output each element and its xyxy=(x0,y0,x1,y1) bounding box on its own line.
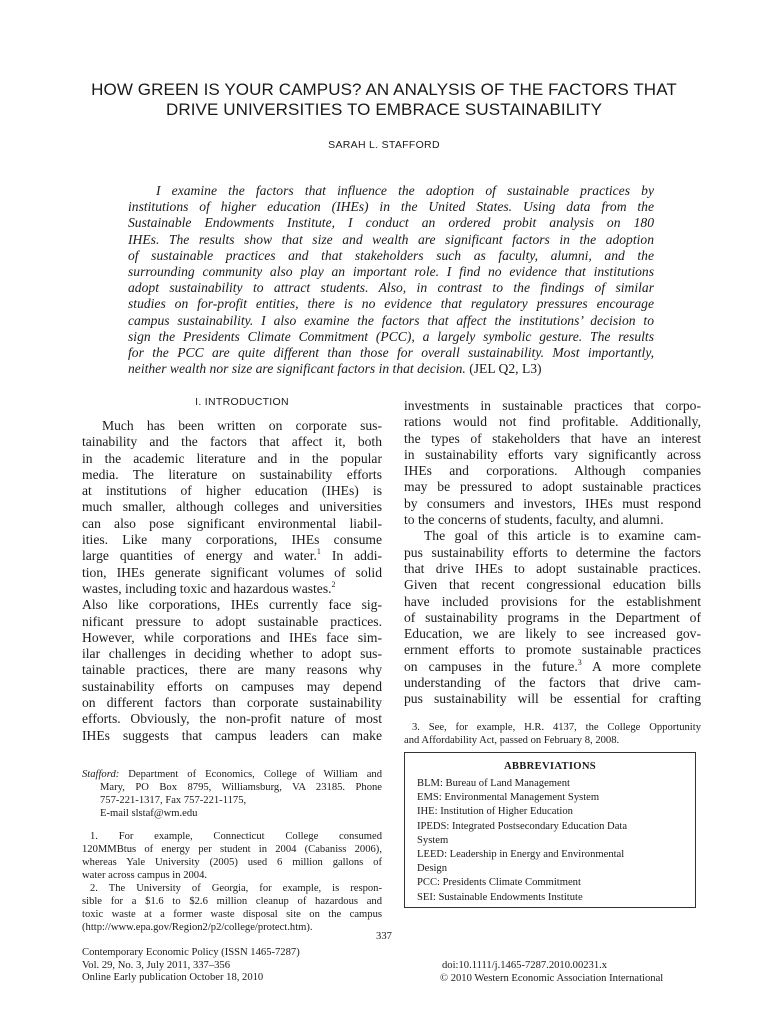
abbreviations-box xyxy=(404,752,696,908)
text-line: ernment efforts to promote sustainable practices xyxy=(404,642,701,658)
text-line: However, while corporations and IHEs face sim- xyxy=(82,629,382,645)
footnote-line: water across campus in 2004. xyxy=(82,869,208,881)
text-line: investments in sustainable practices that corpo- xyxy=(404,398,701,413)
abbreviation-item-continued: Design xyxy=(417,863,448,875)
affiliation-line: Mary, PO Box 8795, Williamsburg, VA 23185. Phone xyxy=(100,781,382,793)
journal-line: Contemporary Economic Policy (ISSN 1465-7287) xyxy=(82,947,300,958)
text-line-with-footnote xyxy=(404,659,701,675)
intro-paragraph-continued xyxy=(404,398,701,708)
abstract-line: campus sustainability. I also examine the factors that affect the institutions’ decision to xyxy=(128,312,654,328)
text-line: that drive IHEs to adopt sustainable practices. xyxy=(404,560,701,576)
text-line: rations would not find profitable. Additionally, xyxy=(404,414,701,430)
text-line: IHEs and corporations. Although companies xyxy=(404,463,701,479)
footnote-line: 2. The University of Georgia, for example, is respon- xyxy=(90,882,382,894)
title-line: DRIVE UNIVERSITIES TO EMBRACE SUSTAINABILITY xyxy=(165,100,603,119)
text-line: Also like corporations, IHEs currently face sig- xyxy=(82,597,382,613)
abbreviation-item: SEI: Sustainable Endowments Institute xyxy=(417,891,583,903)
text-line-with-footnote xyxy=(82,581,382,597)
text-segment: wastes, including toxic and hazardous wastes. xyxy=(82,580,332,596)
abstract-line: for the PCC are quite different than those for overall sustainability. Most importantly, xyxy=(128,345,654,361)
abbreviation-item-continued: System xyxy=(417,834,449,846)
text-line: tion, IHEs generate significant volumes of solid xyxy=(82,564,382,580)
left-column xyxy=(82,396,382,934)
abbreviation-item: BLM: Bureau of Land Management xyxy=(417,778,570,789)
text-line: ities. Like many corporations, IHEs consume xyxy=(82,532,382,548)
intro-paragraph-1 xyxy=(82,418,382,744)
abstract-line: institutions of higher education (IHEs) in the United States. Using data from the xyxy=(128,199,654,215)
footnote-line: toxic waste at a former waste disposal site on the campus xyxy=(82,908,382,920)
text-line: Much has been written on corporate sus- xyxy=(102,418,382,433)
abstract-line: IHEs. The results show that size and wealth are significant factors in the adoption xyxy=(128,231,654,247)
text-line: in the academic literature and in the popular xyxy=(82,450,382,466)
abbreviation-item: PCC: Presidents Climate Commitment xyxy=(417,877,581,889)
text-line: much smaller, although colleges and universities xyxy=(82,499,382,515)
abbreviation-item: LEED: Leadership in Energy and Environmental xyxy=(417,849,625,861)
jel-codes: (JEL Q2, L3) xyxy=(465,361,542,377)
text-line: sustainability efforts on campuses may depend xyxy=(82,678,382,694)
text-line: media. The literature on sustainability efforts xyxy=(82,466,382,482)
article-title xyxy=(60,80,708,120)
text-segment: large quantities of energy and water. xyxy=(82,548,317,564)
footnote-marker[interactable]: 3 xyxy=(577,657,582,667)
text-line: at institutions of higher education (IHEs) is xyxy=(82,483,382,499)
footnote-line: sible for a $1.6 to $2.6 million cleanup of hazardous and xyxy=(82,895,382,907)
abbreviations-heading: ABBREVIATIONS xyxy=(503,761,596,772)
text-line: have included provisions for the establishment xyxy=(404,593,701,609)
abstract-line: I examine the factors that influence the adoption of sustainable practices by xyxy=(156,183,654,198)
footnote-marker[interactable]: 2 xyxy=(331,579,336,589)
abstract xyxy=(128,183,654,377)
title-line: HOW GREEN IS YOUR CAMPUS? AN ANALYSIS OF THE FACTORS THAT xyxy=(91,80,677,99)
doi-link[interactable]: doi:10.1111/j.1465-7287.2010.00231.x xyxy=(442,960,608,971)
text-line: tainability and the factors that affect it, both xyxy=(82,434,382,450)
author-name: SARAH L. STAFFORD xyxy=(328,139,440,151)
text-line: ilar challenges in deciding whether to adopt sus- xyxy=(82,646,382,662)
text-line: in sustainability efforts vary significantly across xyxy=(404,446,701,462)
footnote-line: 120MMBtus of energy per student in 2004 (Cabaniss 2006), xyxy=(82,843,382,855)
text-line: The goal of this article is to examine cam- xyxy=(424,528,701,544)
journal-line: Online Early publication October 18, 2010 xyxy=(82,972,264,984)
abstract-line: Sustainable Endowments Institute, I conduct an ordered probit analysis on 180 xyxy=(128,215,654,231)
text-line: on different factors than corporate sustainability xyxy=(82,695,382,711)
abstract-line: neither wealth nor size are significant factors in that decision. xyxy=(128,361,466,377)
text-line: IHEs suggests that campus leaders can make xyxy=(82,727,382,743)
journal-line: Vol. 29, No. 3, July 2011, 337–356 xyxy=(82,959,231,971)
text-line: tainable practices, there are many reasons why xyxy=(82,662,382,678)
affiliation-note xyxy=(82,768,382,820)
footnote-line: (http://www.epa.gov/Region2/p2/college/protect.htm). xyxy=(82,921,313,933)
abbreviation-item: IHE: Institution of Higher Education xyxy=(417,806,573,818)
text-line-with-footnote xyxy=(82,548,382,564)
text-line: may be pressured to adopt sustainable practices xyxy=(404,479,701,495)
footnote-line: 1. For example, Connecticut College consumed xyxy=(90,830,382,842)
text-line: can also pose significant environmental liabil- xyxy=(82,515,382,531)
text-line: understanding of the factors that drive cam- xyxy=(404,675,701,691)
text-line: pus sustainability efforts to determine the factors xyxy=(404,544,701,560)
affiliation-line: 757-221-1317, Fax 757-221-1175, xyxy=(100,794,247,806)
text-line: pus sustainability will be essential for crafting xyxy=(404,691,701,707)
doi-info xyxy=(440,960,663,985)
footnote-line: and Affordability Act, passed on February 8, 2008. xyxy=(404,734,620,746)
text-line: to the concerns of students, faculty, and alumni. xyxy=(404,512,664,528)
abbreviation-item: EMS: Environmental Management System xyxy=(417,792,600,804)
abstract-line: studies on for-profit entities, there is no evidence that regulatory pressures encourage xyxy=(128,296,654,312)
page-number: 337 xyxy=(376,931,392,942)
text-segment: Department of Economics, College of William and xyxy=(128,768,382,780)
text-line: Education, we are likely to see increased gov- xyxy=(404,626,701,642)
abstract-line: sign the Presidents Climate Commitment (PCC), a largely symbolic gesture. The results xyxy=(128,328,654,344)
text-line: nificant pressure to adopt sustainable practices. xyxy=(82,613,382,629)
text-line: the types of stakeholders that have an interest xyxy=(404,430,701,446)
footnote-marker[interactable]: 1 xyxy=(316,547,321,557)
right-column xyxy=(404,398,701,747)
text-segment: on campuses in the future. xyxy=(404,658,578,674)
copyright-line: © 2010 Western Economic Association International xyxy=(440,972,664,984)
abstract-line: adopt sustainability to attract students. Also, in contrast to the findings of similar xyxy=(128,280,654,296)
abstract-line: surrounding community also play an important role. I find no evidence that institutions xyxy=(128,264,654,280)
abbreviation-item: IPEDS: Integrated Postsecondary Education Data xyxy=(417,820,628,832)
affiliation-label: Stafford: xyxy=(82,768,120,780)
section-heading-introduction: I. INTRODUCTION xyxy=(195,396,289,408)
footnote-line: 3. See, for example, H.R. 4137, the College Opportunity xyxy=(412,721,701,733)
text-line: Given that recent congressional education bills xyxy=(404,577,701,593)
text-line: of sustainability programs in the Department of xyxy=(404,609,701,625)
affiliation-line: E-mail slstaf@wm.edu xyxy=(100,807,198,819)
text-segment: A more complete xyxy=(592,658,701,674)
text-segment: In addi- xyxy=(331,548,383,564)
footnote-2 xyxy=(82,882,382,934)
footnote-line: whereas Yale University (2005) used 6 million gallons of xyxy=(82,856,382,868)
text-line: by consumers and investors, IHEs must respond xyxy=(404,495,701,511)
abstract-line: of sustainable practices and that stakeholders such as faculty, alumni, and the xyxy=(128,247,654,263)
journal-info xyxy=(82,947,300,985)
affiliation-line xyxy=(82,768,382,781)
text-line: efforts. Obviously, the non-profit nature of most xyxy=(82,711,382,727)
footnote-3 xyxy=(404,721,701,747)
abstract-last-line xyxy=(128,361,654,377)
footnote-1 xyxy=(82,830,382,882)
